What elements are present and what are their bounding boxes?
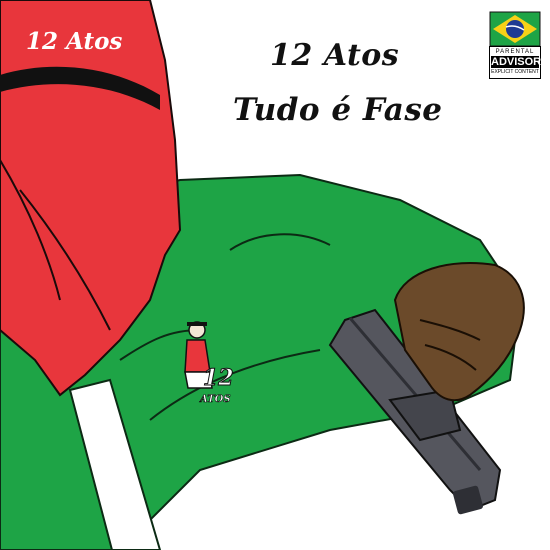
parental-advisory-label (489, 46, 549, 79)
advisory-line2: ADVISORY (491, 56, 549, 68)
badge-subtext: ATOS (200, 394, 231, 405)
advisory-line1: PARENTAL (495, 49, 535, 55)
corner-artist-label: 12 Atos (26, 28, 123, 55)
advisory-line3: EXPLICIT CONTENT (491, 69, 539, 75)
brazil-flag-icon (490, 12, 540, 46)
album-artist-title: 12 Atos (270, 38, 400, 73)
album-title: Tudo é Fase (233, 92, 443, 128)
badge-number: 12 (203, 365, 234, 391)
